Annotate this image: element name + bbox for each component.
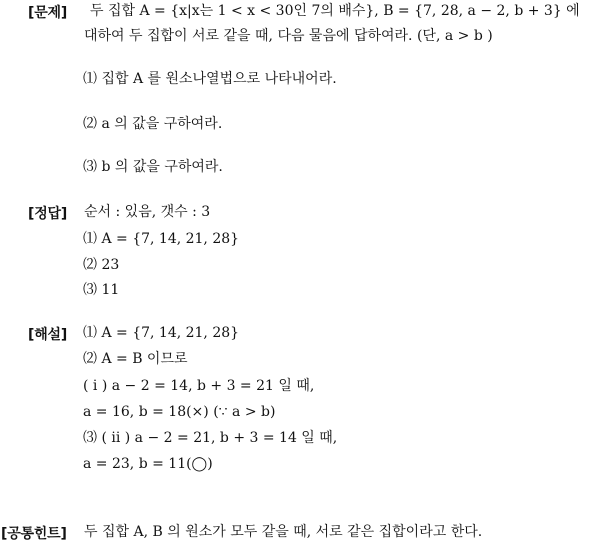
- explanation-3: ( i ) a − 2 = 14, b + 3 = 21 일 때,: [83, 378, 315, 394]
- problem-label: [문제]: [28, 5, 68, 21]
- explanation-6: a = 23, b = 11(◯): [83, 456, 213, 472]
- hint-label: [공통힌트]: [1, 526, 67, 542]
- answer-2: ⑵ 23: [83, 257, 120, 273]
- answer-1: ⑴ A = {7, 14, 21, 28}: [83, 231, 240, 247]
- explanation-label: [해설]: [28, 327, 68, 343]
- explanation-5: ⑶ ( ii ) a − 2 = 21, b + 3 = 14 일 때,: [83, 430, 338, 446]
- answer-3: ⑶ 11: [83, 282, 120, 298]
- problem-line-2: 대하여 두 집합이 서로 같을 때, 다음 물음에 답하여라. (단, a > b ): [84, 28, 493, 44]
- question-2: ⑵ a 의 값을 구하여라.: [83, 116, 223, 132]
- question-3: ⑶ b 의 값을 구하여라.: [83, 159, 223, 175]
- explanation-1: ⑴ A = {7, 14, 21, 28}: [83, 325, 240, 341]
- problem-line-1: 두 집합 A = {x|x는 1 < x < 30인 7의 배수}, B = {7, 28, a − 2, b + 3} 에: [90, 3, 580, 19]
- question-1: ⑴ 집합 A 를 원소나열법으로 나타내어라.: [83, 71, 337, 87]
- answer-order-count: 순서 : 있음, 갯수 : 3: [84, 204, 211, 220]
- explanation-2: ⑵ A = B 이므로: [83, 351, 188, 367]
- hint-text: 두 집합 A, B 의 원소가 모두 같을 때, 서로 같은 집합이라고 한다.: [84, 524, 483, 540]
- answer-label: [정답]: [28, 206, 68, 222]
- explanation-4: a = 16, b = 18(×) (∵ a > b): [83, 404, 276, 420]
